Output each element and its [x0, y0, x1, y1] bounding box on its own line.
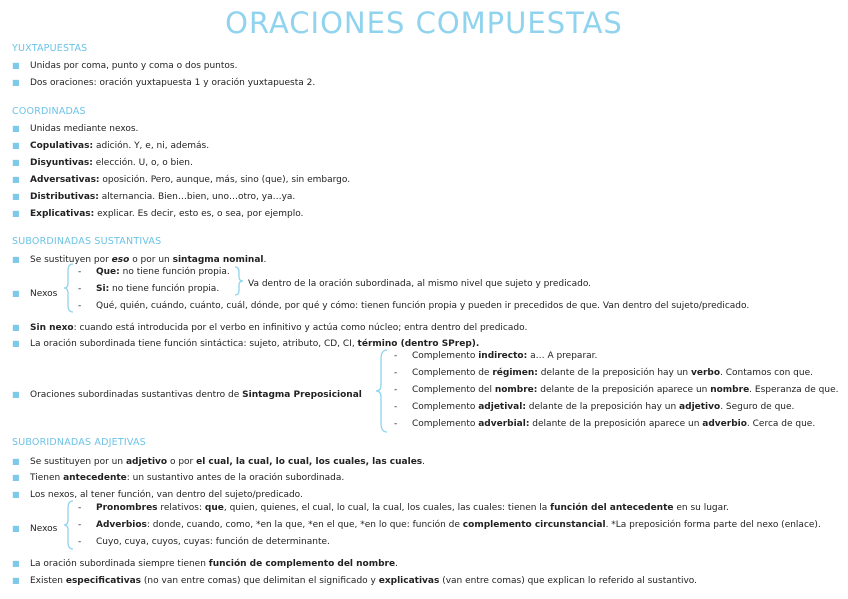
- nexos-label: Nexos: [30, 524, 58, 534]
- section-heading-adjetivas: SUBORIDNADAS ADJETIVAS: [12, 437, 146, 448]
- bullet-icon: ■: [12, 78, 20, 87]
- item-term: Explicativas:: [30, 209, 95, 219]
- bullet-icon: ■: [12, 158, 20, 167]
- list-item: [12, 191, 295, 203]
- item-text: Se sustituyen por: [30, 255, 112, 265]
- item-text: Complemento: [412, 419, 479, 429]
- item-term: adjetivo: [679, 402, 721, 412]
- item-text: : cuando está introducida por el verbo en infinitivo y actúa como núcleo; entra dentro del predicado.: [73, 323, 528, 333]
- bullet-icon: ■: [12, 192, 20, 201]
- item-term: Pronombres: [96, 503, 158, 513]
- list-item-nexos: [12, 523, 57, 535]
- list-item: [12, 456, 425, 468]
- bullet-icon: ■: [12, 490, 20, 499]
- nexo-adverbios: - Adverbios: donde, cuando, como, *en la que, *en el que, *en lo que: función de complemento circunstancial. *La preposición forma parte del nexo (enlace).: [78, 520, 821, 530]
- item-text: Existen: [30, 576, 66, 586]
- bullet-icon: ■: [12, 61, 20, 70]
- item-term: Disyuntivas:: [30, 158, 93, 168]
- list-item: [12, 157, 193, 169]
- item-term: adjetival:: [478, 402, 526, 412]
- item-text: relativos:: [157, 503, 205, 513]
- list-item: [12, 472, 344, 484]
- item-term: Si:: [96, 284, 110, 294]
- item-text: Dos oraciones: oración yuxtapuesta 1 y oración yuxtapuesta 2.: [30, 78, 316, 88]
- nexo-pronombres: - Pronombres relativos: que, quien, quienes, el cual, lo cual, la cual, los cuales, las cuales: tienen la función del antecedente en su lugar.: [78, 503, 729, 513]
- bullet-icon: ■: [12, 209, 20, 218]
- item-text: delante de la preposición hay un: [525, 402, 680, 412]
- nexo-note: Va dentro de la oración subordinada, al mismo nivel que sujeto y predicado.: [248, 279, 592, 289]
- item-text: en su lugar.: [673, 503, 729, 513]
- item-text: adición. Y, e, ni, además.: [93, 141, 210, 151]
- item-text: Complemento de: [412, 368, 493, 378]
- item-term: verbo: [691, 368, 721, 378]
- item-text: Tienen: [30, 473, 64, 483]
- complemento-regimen: - Complemento de régimen: delante de la preposición hay un verbo. Contamos con que.: [394, 368, 813, 378]
- item-term: régimen:: [492, 368, 538, 378]
- list-item: [12, 322, 527, 334]
- item-term: Sintagma Preposicional: [242, 390, 362, 400]
- list-item: [12, 140, 209, 152]
- item-text: Se sustituyen por un: [30, 457, 126, 467]
- item-text: delante de la preposición hay un: [537, 368, 691, 378]
- item-text: Complemento: [412, 351, 479, 361]
- item-text: . *La preposición forma parte del nexo (enlace).: [605, 520, 821, 530]
- item-term: el cual, la cual, lo cual, los cuales, las cuales: [196, 457, 423, 467]
- section-heading-yuxtapuestas: YUXTAPUESTAS: [12, 43, 88, 54]
- item-text: .: [263, 255, 267, 265]
- item-text: Oraciones subordinadas sustantivas dentro de: [30, 390, 243, 400]
- bullet-icon: ■: [12, 141, 20, 150]
- complemento-adjetival: - Complemento adjetival: delante de la preposición hay un adjetivo. Seguro de que.: [394, 402, 795, 412]
- list-item: [12, 77, 315, 89]
- item-term: complemento circunstancial: [462, 520, 606, 530]
- nexos-label: Nexos: [30, 289, 58, 299]
- item-text: (no van entre comas) que delimitan el significado y: [141, 576, 379, 586]
- nexo-cuyo: - Cuyo, cuya, cuyos, cuyas: función de determinante.: [78, 537, 330, 547]
- nexo-interrogativos: - Qué, quién, cuándo, cuánto, cuál, dónde, por qué y cómo: tienen función propia y pueden ir precedidos de que. Van dentro del sujeto/predicado.: [78, 301, 750, 311]
- item-term: función de complemento del nombre: [208, 559, 396, 569]
- item-term: Copulativas:: [30, 141, 94, 151]
- list-item: [12, 123, 138, 135]
- brace-icon: [64, 500, 74, 550]
- item-text: . Contamos con que.: [720, 368, 813, 378]
- item-term: sintagma nominal: [172, 255, 264, 265]
- list-item: [12, 558, 398, 570]
- item-term: término (dentro SPrep).: [357, 339, 480, 349]
- item-text: . Esperanza de que.: [749, 385, 839, 395]
- item-term: explicativas: [378, 576, 440, 586]
- bullet-icon: ■: [12, 323, 20, 332]
- item-text: . Seguro de que.: [720, 402, 795, 412]
- list-item: [12, 208, 303, 220]
- bullet-icon: ■: [12, 559, 20, 568]
- item-text: Cuyo, cuya, cuyos, cuyas: función de determinante.: [96, 537, 330, 547]
- brace-icon: [376, 349, 388, 433]
- item-term: Sin nexo: [30, 323, 74, 333]
- item-text: .: [395, 559, 398, 569]
- complemento-indirecto: - Complemento indirecto: a… A preparar.: [394, 351, 598, 361]
- item-text: Complemento del: [412, 385, 495, 395]
- list-item: [12, 338, 479, 350]
- item-text: Qué, quién, cuándo, cuánto, cuál, dónde, por qué y cómo: tienen función propia y pueden ir precedidos de que. Van dentro del sujeto/predicado.: [96, 301, 750, 311]
- item-text: alternancia. Bien…bien, uno…otro, ya…ya.: [98, 192, 296, 202]
- item-term: adverbio: [702, 419, 747, 429]
- item-text: (van entre comas) que explican lo referido al sustantivo.: [439, 576, 698, 586]
- item-text: .: [422, 457, 426, 467]
- item-term: que: [204, 503, 224, 513]
- item-term: Que:: [96, 267, 120, 277]
- brace-icon: [64, 263, 74, 313]
- bullet-icon: ■: [12, 524, 20, 533]
- item-text: oposición. Pero, aunque, más, sino (que), sin embargo.: [99, 175, 351, 185]
- nexo-que: - Que: no tiene función propia.: [78, 267, 230, 277]
- list-item: [12, 575, 697, 587]
- bullet-icon: ■: [12, 473, 20, 482]
- bullet-icon: ■: [12, 390, 20, 399]
- item-term: nombre:: [494, 385, 538, 395]
- item-text: . Cerca de que.: [746, 419, 816, 429]
- item-term: función del antecedente: [550, 503, 674, 513]
- item-text: : un sustantivo antes de la oración subordinada.: [126, 473, 345, 483]
- bullet-icon: ■: [12, 289, 20, 298]
- page-title: ORACIONES COMPUESTAS: [225, 6, 623, 40]
- item-term: especificativas: [65, 576, 142, 586]
- item-term: nombre: [710, 385, 750, 395]
- complemento-adverbial: - Complemento adverbial: delante de la preposición aparece un adverbio. Cerca de que.: [394, 419, 816, 429]
- item-text: La oración subordinada siempre tienen: [30, 559, 209, 569]
- list-item: [12, 489, 303, 501]
- item-term: adjetivo: [125, 457, 168, 467]
- item-text: a… A preparar.: [527, 351, 598, 361]
- bullet-icon: ■: [12, 339, 20, 348]
- bullet-icon: ■: [12, 255, 20, 264]
- item-term: adverbial:: [478, 419, 530, 429]
- item-text: : donde, cuando, como, *en la que, *en el que, *en lo que: función de: [146, 520, 463, 530]
- item-text: o por un: [129, 255, 173, 265]
- bullet-icon: ■: [12, 124, 20, 133]
- item-text: elección. U, o, o bien.: [92, 158, 193, 168]
- item-term: antecedente: [63, 473, 127, 483]
- brace-icon: [234, 266, 244, 296]
- item-text: no tiene función propia.: [109, 284, 220, 294]
- bullet-icon: ■: [12, 457, 20, 466]
- item-term: Adversativas:: [30, 175, 100, 185]
- complemento-nombre: - Complemento del nombre: delante de la preposición aparece un nombre. Esperanza de que.: [394, 385, 839, 395]
- item-term: Adverbios: [96, 520, 147, 530]
- item-text: Unidas por coma, punto y coma o dos puntos.: [30, 61, 238, 71]
- item-text: explicar. Es decir, esto es, o sea, por ejemplo.: [94, 209, 304, 219]
- bullet-icon: ■: [12, 175, 20, 184]
- item-text: no tiene función propia.: [119, 267, 230, 277]
- section-heading-coordinadas: COORDINADAS: [12, 106, 86, 117]
- list-item: [12, 254, 266, 266]
- item-text: delante de la preposición aparece un: [529, 419, 703, 429]
- list-item-sprep: [12, 389, 362, 401]
- list-item: [12, 60, 237, 72]
- list-item-nexos: [12, 288, 57, 300]
- item-text: Unidas mediante nexos.: [30, 124, 139, 134]
- bullet-icon: ■: [12, 576, 20, 585]
- item-term: indirecto:: [478, 351, 528, 361]
- nexo-si: - Si: no tiene función propia.: [78, 284, 220, 294]
- item-term: eso: [111, 255, 130, 265]
- item-term: Distributivas:: [30, 192, 99, 202]
- item-text: , quien, quienes, el cual, lo cual, la cual, los cuales, las cuales: tienen la: [223, 503, 551, 513]
- item-text: Los nexos, al tener función, van dentro del sujeto/predicado.: [30, 490, 303, 500]
- item-text: La oración subordinada tiene función sintáctica: sujeto, atributo, CD, CI,: [30, 339, 358, 349]
- section-heading-sustantivas: SUBORDINADAS SUSTANTIVAS: [12, 236, 162, 247]
- list-item: [12, 174, 350, 186]
- item-text: delante de la preposición aparece un: [537, 385, 711, 395]
- item-text: o por: [167, 457, 197, 467]
- item-text: Complemento: [412, 402, 479, 412]
